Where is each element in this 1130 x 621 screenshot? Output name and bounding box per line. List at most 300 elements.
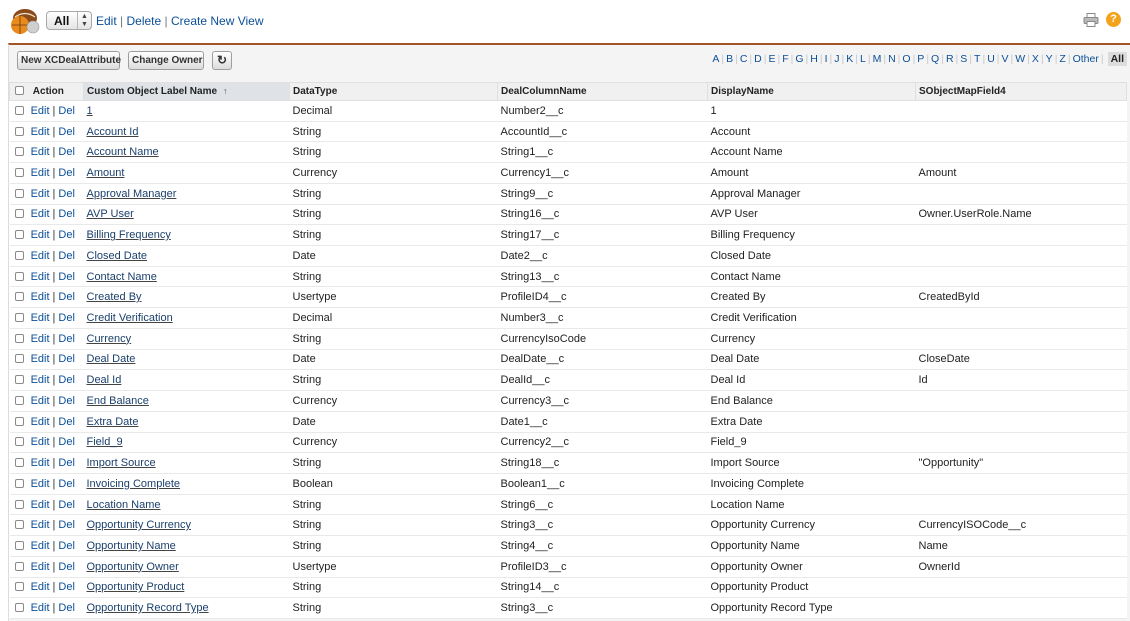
row-del-link[interactable]: Del <box>58 436 75 449</box>
record-link[interactable]: Location Name <box>86 498 161 511</box>
row-del-link[interactable]: Del <box>58 208 75 221</box>
row-edit-link[interactable]: Edit <box>30 104 50 117</box>
record-link[interactable]: AVP User <box>86 208 134 221</box>
cell-sobjectmapfield4: CloseDate <box>916 349 1127 370</box>
row-edit-link[interactable]: Edit <box>30 477 50 490</box>
column-header-label: Action <box>32 86 64 97</box>
cell-datatype: Decimal <box>290 308 498 329</box>
row-actions <box>10 411 84 432</box>
view-select-value: All <box>54 14 70 28</box>
cell-sobjectmapfield4: Name <box>916 536 1127 557</box>
cell-displayname: Invoicing Complete <box>708 473 916 494</box>
alphabet-separator: | <box>883 53 887 65</box>
row-edit-link[interactable]: Edit <box>30 125 50 138</box>
alphabet-filter-l[interactable]: L <box>860 53 866 65</box>
alphabet-filter-n[interactable]: N <box>888 53 896 65</box>
record-link[interactable]: 1 <box>86 104 93 117</box>
row-edit-link[interactable]: Edit <box>30 519 50 532</box>
row-checkbox[interactable] <box>15 354 24 363</box>
record-link[interactable]: Account Id <box>86 125 139 138</box>
row-checkbox[interactable] <box>15 479 24 488</box>
cell-label-name <box>84 328 290 349</box>
row-actions <box>10 391 84 412</box>
table-row <box>10 225 1127 246</box>
alphabet-filter-k[interactable]: K <box>846 53 854 65</box>
cell-datatype: String <box>290 204 498 225</box>
cell-label-name <box>84 225 290 246</box>
alphabet-filter-u[interactable]: U <box>987 53 995 65</box>
refresh-icon[interactable]: ↻ <box>212 51 232 70</box>
select-all-checkbox[interactable] <box>15 86 24 95</box>
row-actions <box>10 225 84 246</box>
record-link[interactable]: Account Name <box>86 146 159 159</box>
alphabet-filter-f[interactable]: F <box>782 53 789 65</box>
action-separator: | <box>52 208 56 221</box>
row-actions <box>10 142 84 163</box>
record-link[interactable]: Opportunity Owner <box>86 560 179 573</box>
cell-sobjectmapfield4 <box>916 328 1127 349</box>
create-new-view-link[interactable]: Create New View <box>171 14 264 28</box>
cell-datatype: Boolean <box>290 473 498 494</box>
alphabet-filter-q[interactable]: Q <box>931 53 940 65</box>
row-checkbox[interactable] <box>15 127 24 136</box>
row-checkbox[interactable] <box>15 251 24 260</box>
new-xcdealattribute-button[interactable]: New XCDealAttribute <box>17 51 120 70</box>
row-del-link[interactable]: Del <box>58 312 75 325</box>
cell-dealcolumnname: Boolean1__c <box>498 473 708 494</box>
cell-dealcolumnname: Currency3__c <box>498 391 708 412</box>
table-row <box>10 556 1127 577</box>
row-edit-link[interactable]: Edit <box>30 394 50 407</box>
alphabet-filter-o[interactable]: O <box>902 53 911 65</box>
cell-sobjectmapfield4 <box>916 101 1127 122</box>
row-edit-link[interactable]: Edit <box>30 602 50 615</box>
action-separator: | <box>52 498 56 511</box>
cell-datatype: Currency <box>290 163 498 184</box>
alphabet-separator: | <box>1027 53 1030 65</box>
cell-sobjectmapfield4 <box>916 266 1127 287</box>
delete-view-link[interactable]: Delete <box>126 14 162 28</box>
row-del-link[interactable]: Del <box>58 602 75 615</box>
row-actions <box>10 308 84 329</box>
action-separator: | <box>52 291 56 304</box>
alphabet-separator: | <box>1100 53 1104 65</box>
table-row <box>10 266 1127 287</box>
action-separator: | <box>52 125 56 138</box>
cell-dealcolumnname: ProfileID3__c <box>498 556 708 577</box>
cell-datatype: String <box>290 266 498 287</box>
cell-label-name <box>84 515 290 536</box>
list-panel <box>8 43 1130 621</box>
row-edit-link[interactable]: Edit <box>30 539 50 552</box>
cell-displayname: Approval Manager <box>708 183 916 204</box>
cell-displayname: Opportunity Name <box>708 536 916 557</box>
table-row <box>10 494 1127 515</box>
action-separator: | <box>52 353 56 366</box>
row-del-link[interactable]: Del <box>58 249 75 262</box>
column-header-displayname[interactable]: DisplayName <box>708 83 916 101</box>
record-link[interactable]: Invoicing Complete <box>86 477 181 490</box>
cell-displayname: Closed Date <box>708 246 916 267</box>
record-link[interactable]: Import Source <box>86 457 156 470</box>
action-separator: | <box>52 539 56 552</box>
cell-sobjectmapfield4 <box>916 142 1127 163</box>
view-link-separator: | <box>120 14 124 28</box>
alphabet-filter-x[interactable]: X <box>1031 53 1039 65</box>
record-link[interactable]: Opportunity Record Type <box>86 602 209 615</box>
action-separator: | <box>52 519 56 532</box>
row-del-link[interactable]: Del <box>58 394 75 407</box>
row-checkbox[interactable] <box>15 562 24 571</box>
alphabet-filter-v[interactable]: V <box>1001 53 1009 65</box>
cell-label-name <box>84 577 290 598</box>
row-edit-link[interactable]: Edit <box>30 581 50 594</box>
cell-datatype: String <box>290 328 498 349</box>
alphabet-filter-z[interactable]: Z <box>1059 53 1066 65</box>
cell-sobjectmapfield4: CurrencyISOCode__c <box>916 515 1127 536</box>
row-edit-link[interactable]: Edit <box>30 457 50 470</box>
action-separator: | <box>52 167 56 180</box>
row-checkbox[interactable] <box>15 230 24 239</box>
table-row <box>10 204 1127 225</box>
record-link[interactable]: Extra Date <box>86 415 139 428</box>
button-bar <box>9 45 1130 81</box>
row-del-link[interactable]: Del <box>58 125 75 138</box>
printer-icon[interactable] <box>1083 13 1099 27</box>
row-checkbox[interactable] <box>15 313 24 322</box>
alphabet-separator: | <box>912 53 916 65</box>
column-header-datatype[interactable]: DataType <box>290 83 498 101</box>
alphabet-separator: | <box>897 53 901 65</box>
cell-displayname: Opportunity Record Type <box>708 598 916 619</box>
table-row <box>10 515 1127 536</box>
row-actions <box>10 536 84 557</box>
cell-displayname: Extra Date <box>708 411 916 432</box>
alphabet-filter-c[interactable]: C <box>739 53 748 65</box>
cell-label-name <box>84 432 290 453</box>
row-checkbox[interactable] <box>15 396 24 405</box>
row-del-link[interactable]: Del <box>58 332 75 345</box>
row-checkbox[interactable] <box>15 582 24 591</box>
alphabet-filter-r[interactable]: R <box>945 53 954 65</box>
action-separator: | <box>52 312 56 325</box>
row-edit-link[interactable]: Edit <box>30 312 50 325</box>
row-checkbox[interactable] <box>15 292 24 301</box>
record-link[interactable]: Billing Frequency <box>86 229 171 242</box>
cell-sobjectmapfield4 <box>916 121 1127 142</box>
row-edit-link[interactable]: Edit <box>30 270 50 283</box>
table-row <box>10 453 1127 474</box>
row-del-link[interactable]: Del <box>58 415 75 428</box>
alphabet-filter-s[interactable]: S <box>960 53 968 65</box>
cell-displayname: AVP User <box>708 204 916 225</box>
row-actions <box>10 121 84 142</box>
row-actions <box>10 370 84 391</box>
row-edit-link[interactable]: Edit <box>30 167 50 180</box>
cell-datatype: String <box>290 494 498 515</box>
row-actions <box>10 328 84 349</box>
table-row <box>10 163 1127 184</box>
row-actions <box>10 556 84 577</box>
cell-datatype: String <box>290 142 498 163</box>
action-separator: | <box>52 457 56 470</box>
view-link-separator: | <box>164 14 168 28</box>
cell-displayname: Created By <box>708 287 916 308</box>
row-del-link[interactable]: Del <box>58 353 75 366</box>
cell-dealcolumnname: String17__c <box>498 225 708 246</box>
cell-label-name <box>84 370 290 391</box>
table-row <box>10 473 1127 494</box>
cell-displayname: Currency <box>708 328 916 349</box>
row-del-link[interactable]: Del <box>58 477 75 490</box>
row-del-link[interactable]: Del <box>58 374 75 387</box>
table-row <box>10 349 1127 370</box>
cell-dealcolumnname: DealId__c <box>498 370 708 391</box>
row-edit-link[interactable]: Edit <box>30 291 50 304</box>
alphabet-filter-a[interactable]: A <box>712 53 720 65</box>
row-edit-link[interactable]: Edit <box>30 436 50 449</box>
table-row <box>10 308 1127 329</box>
cell-dealcolumnname: String3__c <box>498 515 708 536</box>
action-separator: | <box>52 602 56 615</box>
row-edit-link[interactable]: Edit <box>30 332 50 345</box>
row-checkbox[interactable] <box>15 168 24 177</box>
record-link[interactable]: Opportunity Product <box>86 581 185 594</box>
row-edit-link[interactable]: Edit <box>30 415 50 428</box>
cell-label-name <box>84 536 290 557</box>
cell-displayname: End Balance <box>708 391 916 412</box>
action-separator: | <box>52 436 56 449</box>
cell-datatype: Usertype <box>290 556 498 577</box>
alphabet-filter-all[interactable]: All <box>1108 52 1127 66</box>
table-row <box>10 370 1127 391</box>
cell-displayname: Opportunity Owner <box>708 556 916 577</box>
action-separator: | <box>52 374 56 387</box>
top-bar <box>0 0 1130 42</box>
record-link[interactable]: Credit Verification <box>86 312 173 325</box>
cell-label-name <box>84 142 290 163</box>
row-edit-link[interactable]: Edit <box>30 374 50 387</box>
alphabet-filter-w[interactable]: W <box>1015 53 1026 65</box>
alphabet-separator: | <box>749 53 753 65</box>
alphabet-filter-b[interactable]: B <box>726 53 734 65</box>
row-checkbox[interactable] <box>15 209 24 218</box>
help-icon[interactable]: ? <box>1106 12 1121 27</box>
action-separator: | <box>52 581 56 594</box>
app-logo-icon <box>8 6 42 36</box>
action-separator: | <box>52 415 56 428</box>
alphabet-separator: | <box>735 53 738 65</box>
cell-dealcolumnname: Date2__c <box>498 246 708 267</box>
alphabet-separator: | <box>777 53 781 65</box>
record-link[interactable]: Deal Id <box>86 374 122 387</box>
row-edit-link[interactable]: Edit <box>30 560 50 573</box>
record-link[interactable]: End Balance <box>86 394 149 407</box>
row-actions <box>10 473 84 494</box>
row-del-link[interactable]: Del <box>58 581 75 594</box>
column-header-label-name[interactable] <box>84 83 290 101</box>
row-edit-link[interactable]: Edit <box>30 353 50 366</box>
alphabet-filter-p[interactable]: P <box>917 53 925 65</box>
row-edit-link[interactable]: Edit <box>30 146 50 159</box>
action-separator: | <box>52 394 56 407</box>
row-checkbox[interactable] <box>15 189 24 198</box>
cell-label-name <box>84 163 290 184</box>
alphabet-filter-j[interactable]: J <box>834 53 840 65</box>
row-checkbox[interactable] <box>15 458 24 467</box>
cell-datatype: Date <box>290 411 498 432</box>
row-del-link[interactable]: Del <box>58 519 75 532</box>
alphabet-separator: | <box>805 53 809 65</box>
row-actions <box>10 349 84 370</box>
record-link[interactable]: Currency <box>86 332 132 345</box>
row-edit-link[interactable]: Edit <box>30 229 50 242</box>
alphabet-filter-e[interactable]: E <box>768 53 776 65</box>
cell-dealcolumnname: ProfileID4__c <box>498 287 708 308</box>
row-checkbox[interactable] <box>15 106 24 115</box>
alphabet-separator: | <box>982 53 986 65</box>
row-actions <box>10 577 84 598</box>
column-header-action <box>10 83 84 101</box>
cell-label-name <box>84 121 290 142</box>
row-edit-link[interactable]: Edit <box>30 498 50 511</box>
change-owner-button[interactable]: Change Owner <box>128 51 204 70</box>
column-header-sobjectmapfield4[interactable]: SObjectMapField4 <box>916 83 1127 101</box>
cell-sobjectmapfield4 <box>916 183 1127 204</box>
cell-dealcolumnname: Number3__c <box>498 308 708 329</box>
chevron-updown-icon: ▲ ▼ <box>77 12 91 29</box>
alphabet-filter-g[interactable]: G <box>795 53 804 65</box>
row-del-link[interactable]: Del <box>58 167 75 180</box>
alphabet-filter-t[interactable]: T <box>974 53 981 65</box>
record-link[interactable]: Amount <box>86 167 125 180</box>
cell-label-name <box>84 598 290 619</box>
alphabet-separator: | <box>1010 53 1014 65</box>
row-actions <box>10 287 84 308</box>
row-del-link[interactable]: Del <box>58 457 75 470</box>
alphabet-separator: | <box>721 53 725 65</box>
row-del-link[interactable]: Del <box>58 146 75 159</box>
row-checkbox[interactable] <box>15 520 24 529</box>
cell-datatype: Decimal <box>290 101 498 122</box>
alphabet-filter-d[interactable]: D <box>754 53 762 65</box>
row-edit-link[interactable]: Edit <box>30 249 50 262</box>
sort-ascending-icon: ↑ <box>223 86 228 96</box>
cell-sobjectmapfield4 <box>916 225 1127 246</box>
action-separator: | <box>52 146 56 159</box>
row-checkbox[interactable] <box>15 334 24 343</box>
cell-datatype: String <box>290 370 498 391</box>
record-link[interactable]: Created By <box>86 291 142 304</box>
alphabet-filter-m[interactable]: M <box>872 53 882 65</box>
row-checkbox[interactable] <box>15 437 24 446</box>
alphabet-filter <box>712 53 1127 65</box>
table-row <box>10 183 1127 204</box>
alphabet-filter-other[interactable]: Other <box>1072 53 1099 65</box>
row-actions <box>10 246 84 267</box>
cell-dealcolumnname: String6__c <box>498 494 708 515</box>
record-link[interactable]: Closed Date <box>86 249 148 262</box>
record-link[interactable]: Approval Manager <box>86 187 177 200</box>
record-link[interactable]: Opportunity Currency <box>86 519 192 532</box>
row-actions <box>10 101 84 122</box>
row-del-link[interactable]: Del <box>58 270 75 283</box>
cell-dealcolumnname: Currency2__c <box>498 432 708 453</box>
table-row <box>10 328 1127 349</box>
table-row <box>10 121 1127 142</box>
table-row <box>10 391 1127 412</box>
row-checkbox[interactable] <box>15 375 24 384</box>
alphabet-separator: | <box>855 53 858 65</box>
cell-datatype: String <box>290 515 498 536</box>
table-row <box>10 246 1127 267</box>
row-edit-link[interactable]: Edit <box>30 187 50 200</box>
record-link[interactable]: Deal Date <box>86 353 136 366</box>
alphabet-separator: | <box>829 53 833 65</box>
row-del-link[interactable]: Del <box>58 560 75 573</box>
cell-displayname: Billing Frequency <box>708 225 916 246</box>
cell-displayname: Location Name <box>708 494 916 515</box>
alphabet-filter-h[interactable]: H <box>810 53 818 65</box>
row-actions <box>10 494 84 515</box>
row-checkbox[interactable] <box>15 603 24 612</box>
view-select[interactable] <box>46 11 92 30</box>
row-checkbox[interactable] <box>15 500 24 509</box>
action-separator: | <box>52 229 56 242</box>
cell-datatype: Currency <box>290 391 498 412</box>
cell-displayname: Field_9 <box>708 432 916 453</box>
row-del-link[interactable]: Del <box>58 187 75 200</box>
alphabet-filter-y[interactable]: Y <box>1045 53 1053 65</box>
action-separator: | <box>52 270 56 283</box>
cell-sobjectmapfield4 <box>916 308 1127 329</box>
alphabet-separator: | <box>763 53 767 65</box>
cell-datatype: Date <box>290 349 498 370</box>
record-link[interactable]: Contact Name <box>86 270 157 283</box>
cell-dealcolumnname: Currency1__c <box>498 163 708 184</box>
cell-dealcolumnname: Date1__c <box>498 411 708 432</box>
edit-view-link[interactable]: Edit <box>96 14 117 28</box>
row-checkbox[interactable] <box>15 272 24 281</box>
row-del-link[interactable]: Del <box>58 104 75 117</box>
row-checkbox[interactable] <box>15 147 24 156</box>
cell-displayname: Deal Date <box>708 349 916 370</box>
cell-dealcolumnname: String1__c <box>498 142 708 163</box>
row-actions <box>10 204 84 225</box>
record-link[interactable]: Opportunity Name <box>86 539 176 552</box>
alphabet-separator: | <box>819 53 823 65</box>
alphabet-separator: | <box>1054 53 1058 65</box>
column-header-dealcolumnname[interactable]: DealColumnName <box>498 83 708 101</box>
row-checkbox[interactable] <box>15 417 24 426</box>
table-row <box>10 536 1127 557</box>
row-del-link[interactable]: Del <box>58 291 75 304</box>
row-del-link[interactable]: Del <box>58 539 75 552</box>
alphabet-filter-i[interactable]: I <box>824 53 828 65</box>
cell-label-name <box>84 473 290 494</box>
record-link[interactable]: Field_9 <box>86 436 123 449</box>
cell-datatype: String <box>290 598 498 619</box>
row-del-link[interactable]: Del <box>58 498 75 511</box>
row-checkbox[interactable] <box>15 541 24 550</box>
action-separator: | <box>52 560 56 573</box>
cell-sobjectmapfield4: Amount <box>916 163 1127 184</box>
alphabet-separator: | <box>867 53 871 65</box>
row-del-link[interactable]: Del <box>58 229 75 242</box>
cell-datatype: String <box>290 121 498 142</box>
row-edit-link[interactable]: Edit <box>30 208 50 221</box>
cell-dealcolumnname: String16__c <box>498 204 708 225</box>
